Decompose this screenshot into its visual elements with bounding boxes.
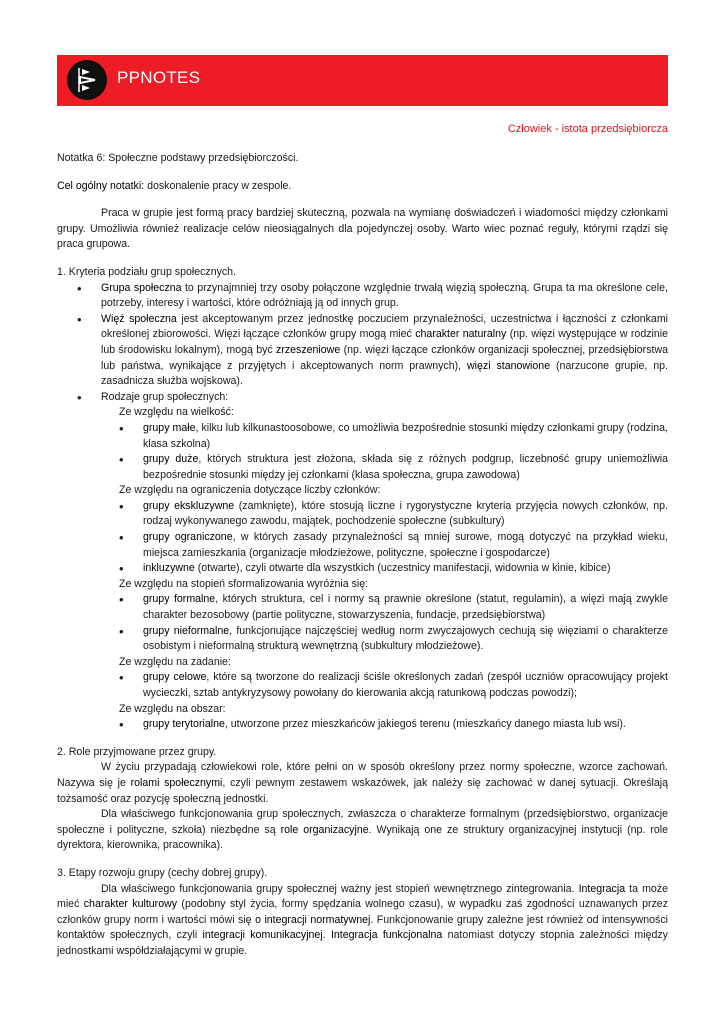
size-list xyxy=(57,421,668,483)
section-3-paragraph xyxy=(57,882,668,960)
text: (zamknięte), które stosują liczne i rygorystyczne kryteria przyjęcia nowych członków, np. rodzaj wykonywanego zawodu, majątek, pochodzenie społeczne (subkultury) xyxy=(143,499,668,528)
term: grupy nieformalne xyxy=(143,624,230,637)
goal-text: doskonalenie pracy w zespole. xyxy=(144,179,292,192)
section-1-list xyxy=(57,281,668,406)
text: Dla właściwego funkcjonowania grup społecznych, zwłaszcza o charakterze formalnym (przedsiębiorstwo, organizacje społeczne i polityczne, szkoła) niezbędne są xyxy=(57,808,668,836)
list-item-ekskluzywne xyxy=(57,499,668,530)
text: ta może mieć xyxy=(57,882,668,911)
logo xyxy=(67,60,107,100)
term: Grupa społeczna xyxy=(101,281,182,294)
section-2-paragraph-1 xyxy=(57,760,668,807)
text: to przynajmniej trzy osoby połączone względnie trwałą więzią społeczną. Grupa ta ma określone cele, potrzeby, interesy i wartości, które odróżniają ją od innych grup. xyxy=(101,281,668,310)
term: więzi stanowione xyxy=(467,359,551,372)
text: . Wynikają one ze struktury organizacyjnej instytucji (np. role dyrektora, kierownika, pracownika). xyxy=(57,823,668,852)
note-title: Notatka 6: Społeczne podstawy przedsiębiorczości. xyxy=(57,152,299,164)
term: integracji komunikacyjnej xyxy=(202,929,323,942)
brand-name: PPNOTES xyxy=(117,68,201,87)
term: grupy terytorialne xyxy=(143,718,225,731)
text: , utworzone przez mieszkańców jakiegoś terenu (mieszkańcy danego miasta lub wsi). xyxy=(224,718,626,731)
task-list xyxy=(57,670,668,701)
term: o integracji normatywnej xyxy=(255,913,371,926)
text: , których struktura, cel i normy są prawnie określone (statut, regulamin), a więzi mają zwykle charakter bezosobowy (partie polityczne, stowarzyszenia, fundacje, przedsiębiorstwa) xyxy=(143,593,668,622)
goal-label: Cel ogólny notatki: xyxy=(57,179,145,192)
list-item-celowe xyxy=(57,670,668,701)
term: Integracja xyxy=(578,882,626,895)
list-item-inkluzywne xyxy=(57,561,668,577)
list-item-rodzaje-grup: • Rodzaje grup społecznych: xyxy=(57,390,668,406)
term: charakter kulturowy xyxy=(83,898,178,911)
text: . Funkcjonowanie grupy zależne jest również od intensywności kontaktów społecznych, czyli xyxy=(57,913,668,942)
text: Dla właściwego funkcjonowania grupy społecznej ważny jest stopień wewnętrznego zintegrowania. xyxy=(101,882,579,895)
list-item-grupy-male xyxy=(57,421,668,452)
section-1-heading: 1. Kryteria podziału grup społecznych. xyxy=(57,265,237,278)
formality-list xyxy=(57,592,668,654)
membership-list xyxy=(57,499,668,577)
term: grupy małe xyxy=(143,421,196,434)
term: zrzeszeniowe xyxy=(276,343,341,356)
intro-paragraph: Praca w grupie jest formą pracy bardziej skuteczną, pozwala na wymianę doświadczeń i wiadomości między członkami grupy. Umożliwia również realizacje celów nieosiągalnych dla pojedynczej osoby. Warto wiec poznać reguły, którymi rządzi się praca grupowa. xyxy=(57,207,668,251)
text: , które są tworzone do realizacji ściśle określonych zadań (zespół uczniów opracowujący projekt wycieczki, sztab antykryzysowy powołany do kierowania akcją ratunkową podczas powodzi); xyxy=(143,671,669,699)
list-item-ograniczone xyxy=(57,530,668,561)
header-banner xyxy=(57,55,668,106)
criterion-size: Ze względu na wielkość: xyxy=(119,406,234,419)
term: role organizacyjne xyxy=(280,823,369,836)
section-3-heading: 3. Etapy rozwoju grupy (cechy dobrej grupy). xyxy=(57,866,268,879)
text: (otwarte), czyli otwarte dla wszystkich (uczestnicy manifestacji, widownia w kinie, kibice) xyxy=(194,562,611,575)
list-item-grupy-duze xyxy=(57,452,668,483)
criterion-task: Ze względu na zadanie: xyxy=(119,655,231,668)
text: W życiu przypadają człowiekowi role, które pełni on w sposób określony przez normy społeczne, wzorce zachowań. Nazywa się je xyxy=(57,761,668,789)
logo-mark-icon xyxy=(67,60,107,100)
text: (narzucone grupie, np. zasadnicza służba wojskowa). xyxy=(101,359,668,388)
criterion-membership: Ze względu na ograniczenia dotyczące liczby członków: xyxy=(119,484,381,497)
text: , czyli pewnym zestawem wskazówek, jak należy się zachować w danej sytuacji. Określają tożsamość oraz pozycję społeczną jednostki. xyxy=(57,776,669,805)
text: jest akceptowanym przez jednostkę poczuciem przynależności, uczestnictwa i łączności z członkami określonej zbiorowości. Więzi łączące członków grupy mogą mieć xyxy=(101,312,669,341)
term: rolami społecznymi xyxy=(130,776,223,789)
term: charakter naturalny xyxy=(415,328,507,341)
term: grupy formalne xyxy=(143,593,216,606)
term: grupy ekskluzywne xyxy=(143,499,235,512)
text: natomiast dotyczy stopnia zależności między jednostkami współdziałającymi w grupie. xyxy=(57,929,668,957)
area-list xyxy=(57,717,668,733)
document-body xyxy=(57,151,668,960)
list-item-terytorialne xyxy=(57,717,668,733)
text: , kilku lub kilkunastoosobowe, co umożliwia bezpośrednie stosunki między członkami grupy (rodzina, klasa szkolna) xyxy=(143,421,668,450)
term: grupy ograniczone xyxy=(143,531,233,544)
list-item-wiez-spoleczna xyxy=(57,312,668,390)
text: , których struktura jest złożona, składa się z różnych podgrup, liczebność grupy uniemożliwia bezpośrednie stosunki między jej członkami (klasa społeczna, grupa zawodowa) xyxy=(143,453,668,481)
text: , funkcjonujące najczęściej według norm zwyczajowych cechują się więziami o charakterze osobistym i nieformalną strukturą wewnętrzną (subkultury młodzieżowe). xyxy=(143,624,668,653)
term: inkluzywne xyxy=(143,562,195,575)
text: (np. więzi występujące w rodzinie lub środowisku lokalnym), mogą być xyxy=(101,328,668,356)
criterion-formality: Ze względu na stopień sformalizowania wyróżnia się: xyxy=(119,577,369,590)
criterion-area: Ze względu na obszar: xyxy=(119,702,226,715)
text: . xyxy=(322,929,331,942)
subject-label: Człowiek - istota przedsiębiorcza xyxy=(507,123,668,135)
text: , w których zasady przynależności są mniej surowe, mogą dotyczyć na przykład wieku, miejsca zamieszkania (organizacje młodzieżowe, polityczne, społeczne i gospodarcze) xyxy=(143,531,668,559)
term: Integracja funkcjonalna xyxy=(330,929,443,942)
term: grupy celowe xyxy=(143,671,207,684)
section-2-heading: 2. Role przyjmowane przez grupy. xyxy=(57,745,217,758)
section-2-paragraph-2 xyxy=(57,807,668,854)
term: Więź społeczna xyxy=(101,312,177,325)
text: (np. więzi łączące członków organizacji społecznej, przedsiębiorstwa lub państwa, wynikające z przyjętych i akceptowanych norm prawnych), xyxy=(101,343,668,372)
list-item-grupa-spoleczna xyxy=(57,281,668,312)
list-item-formalne xyxy=(57,592,668,623)
goal-line xyxy=(57,179,668,195)
list-item-nieformalne xyxy=(57,624,668,655)
text: (podobny styl życia, formy spędzania wolnego czasu), w wypadku zaś zgodności uznawanych przez członków grupy norm i wartości mówi się xyxy=(57,898,668,926)
term: grupy duże xyxy=(143,453,199,466)
